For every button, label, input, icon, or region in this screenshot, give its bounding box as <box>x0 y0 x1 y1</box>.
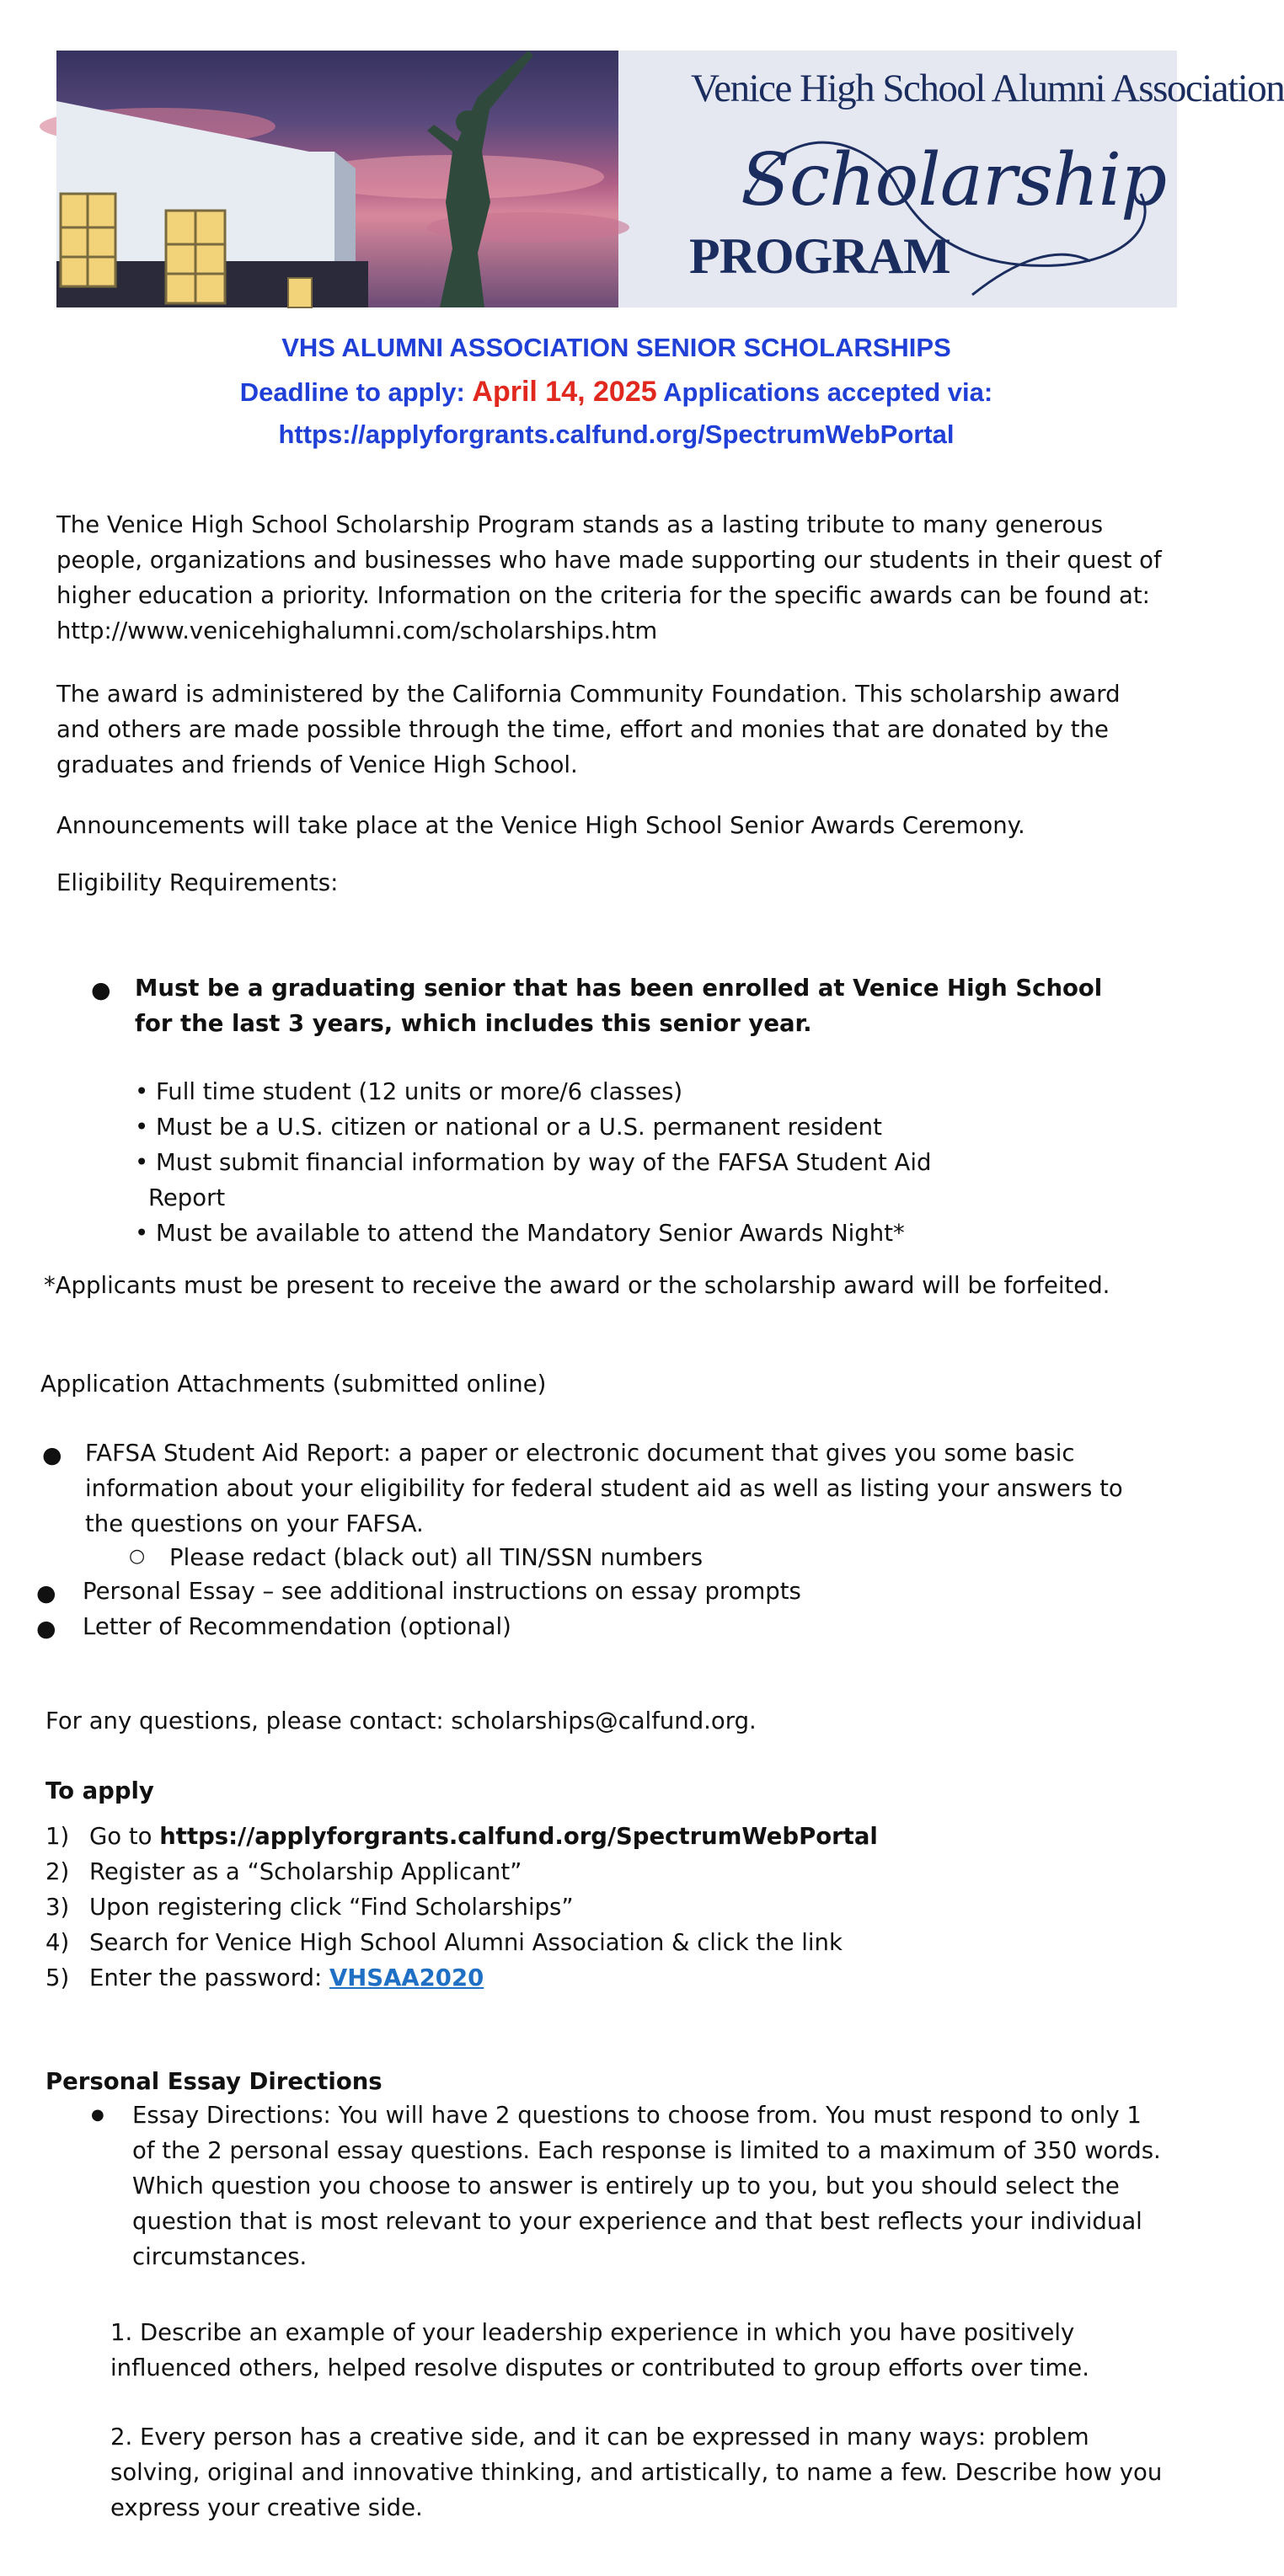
header-portal-url[interactable]: https://applyforgrants.calfund.org/SpectrumWebPortal <box>278 420 955 449</box>
intro-p2-line: The award is administered by the California Community Foundation. This scholarship award <box>56 681 1121 708</box>
essay-q2-line: 2. Every person has a creative side, and it can be expressed in many ways: problem <box>110 2424 1089 2450</box>
eligibility-sub-list <box>135 1074 931 1251</box>
eligibility-sub-item: • Must submit financial information by way of the FAFSA Student Aid <box>135 1149 932 1176</box>
bullet-icon: ● <box>91 2106 104 2124</box>
accepted-label: Applications accepted via: <box>663 377 993 407</box>
banner-script-title: Scholarship <box>741 138 1167 222</box>
banner-program: PROGRAM <box>689 228 950 284</box>
bullet-icon: ● <box>91 977 111 1003</box>
attachment-letter: Letter of Recommendation (optional) <box>83 1613 511 1640</box>
eligibility-heading: Eligibility Requirements: <box>56 869 339 896</box>
to-apply-heading: To apply <box>45 1777 154 1804</box>
attachment-essay: Personal Essay – see additional instructions on essay prompts <box>83 1578 801 1605</box>
intro-p2-line: and others are made possible through the time, effort and monies that are donated by the <box>56 716 1109 743</box>
essay-heading: Personal Essay Directions <box>45 2068 383 2095</box>
eligibility-sub-item-cont: Report <box>148 1184 226 1211</box>
essay-q2-line: solving, original and innovative thinking, and artistically, to name a few. Describe how you <box>110 2459 1163 2486</box>
fafsa-line: information about your eligibility for federal student aid as well as listing your answers to <box>85 1475 1123 1502</box>
intro-p1-line: people, organizations and businesses who have made supporting our students in their quest of <box>56 547 1162 574</box>
eligibility-sub-item: • Must be a U.S. citizen or national or a U.S. permanent resident <box>135 1114 882 1141</box>
password-link[interactable]: VHSAA2020 <box>329 1964 484 1991</box>
banner-title-block <box>618 51 1284 307</box>
intro-paragraph-2 <box>56 676 1121 783</box>
apply-steps <box>45 1819 878 1996</box>
essay-question-2 <box>110 2419 1162 2525</box>
essay-q1-line: influenced others, helped resolve disputes or contributed to group efforts over time. <box>110 2354 1089 2381</box>
essay-dir-line: circumstances. <box>132 2243 308 2270</box>
apply-step: 1) Go to https://applyforgrants.calfund.org/SpectrumWebPortal <box>45 1823 878 1850</box>
essay-dir-line: question that is most relevant to your experience and that best reflects your individual <box>132 2208 1142 2235</box>
fafsa-line: the questions on your FAFSA. <box>85 1510 424 1537</box>
fafsa-line: FAFSA Student Aid Report: a paper or electronic document that gives you some basic <box>85 1440 1075 1467</box>
attachment-fafsa <box>85 1435 1123 1542</box>
essay-q2-line: express your creative side. <box>110 2494 423 2521</box>
circle-bullet-icon: ○ <box>129 1546 146 1567</box>
attachments-heading: Application Attachments (submitted online) <box>40 1371 547 1398</box>
bullet-icon: ● <box>42 1442 62 1468</box>
header-deadline <box>0 376 1233 409</box>
apply-step: 2) Register as a “Scholarship Applicant” <box>45 1858 522 1885</box>
apply-step: 5) Enter the password: VHSAA2020 <box>45 1964 484 1991</box>
essay-directions <box>132 2098 1161 2274</box>
eligibility-sub-item: • Full time student (12 units or more/6 classes) <box>135 1078 683 1105</box>
scholarships-url[interactable]: http://www.venicehighalumni.com/scholarships.htm <box>56 617 658 644</box>
essay-q1-line: 1. Describe an example of your leadership experience in which you have positively <box>110 2319 1075 2346</box>
attachment-fafsa-redact: Please redact (black out) all TIN/SSN numbers <box>169 1544 704 1571</box>
contact-text: For any questions, please contact: scholarships@calfund.org. <box>45 1708 757 1734</box>
intro-paragraph-1 <box>56 507 1162 649</box>
essay-dir-line: of the 2 personal essay questions. Each response is limited to a maximum of 350 words. <box>132 2137 1161 2164</box>
essay-question-1 <box>110 2315 1089 2386</box>
small-bullet-icon: • <box>135 1149 156 1176</box>
school-statue-photo <box>56 51 618 307</box>
eligibility-main-line: Must be a graduating senior that has been enrolled at Venice High School <box>135 975 1103 1002</box>
intro-p2-line: graduates and friends of Venice High School. <box>56 751 578 778</box>
deadline-label: Deadline to apply: <box>239 377 465 407</box>
small-bullet-icon: • <box>135 1078 156 1105</box>
deadline-date: April 14, 2025 <box>472 376 657 408</box>
apply-step: 3) Upon registering click “Find Scholarships” <box>45 1894 574 1921</box>
portal-link[interactable]: https://applyforgrants.calfund.org/SpectrumWebPortal <box>159 1823 878 1850</box>
apply-step: 4) Search for Venice High School Alumni Association & click the link <box>45 1929 843 1956</box>
header-title: VHS ALUMNI ASSOCIATION SENIOR SCHOLARSHIPS <box>281 333 951 362</box>
essay-dir-line: Essay Directions: You will have 2 questions to choose from. You must respond to only 1 <box>132 2102 1142 2129</box>
eligibility-sub-item: • Must be available to attend the Mandatory Senior Awards Night* <box>135 1220 905 1247</box>
forfeit-note: *Applicants must be present to receive the award or the scholarship award will be forfeited. <box>44 1272 1110 1299</box>
eligibility-main-line: for the last 3 years, which includes this senior year. <box>135 1010 812 1037</box>
small-bullet-icon: • <box>135 1220 156 1247</box>
banner <box>56 51 1284 307</box>
announcements-text: Announcements will take place at the Venice High School Senior Awards Ceremony. <box>56 812 1025 839</box>
banner-title: Venice High School Alumni Association <box>691 67 1284 110</box>
bullet-icon: ● <box>36 1616 56 1642</box>
small-bullet-icon: • <box>135 1114 156 1141</box>
eligibility-main <box>135 970 1102 1041</box>
intro-p1-line: higher education a priority. Information on the criteria for the specific awards can be found at: <box>56 582 1150 609</box>
bullet-icon: ● <box>36 1580 56 1606</box>
intro-p1-line: The Venice High School Scholarship Program stands as a lasting tribute to many generous <box>56 511 1104 538</box>
essay-dir-line: Which question you choose to answer is entirely up to you, but you should select the <box>132 2172 1120 2199</box>
